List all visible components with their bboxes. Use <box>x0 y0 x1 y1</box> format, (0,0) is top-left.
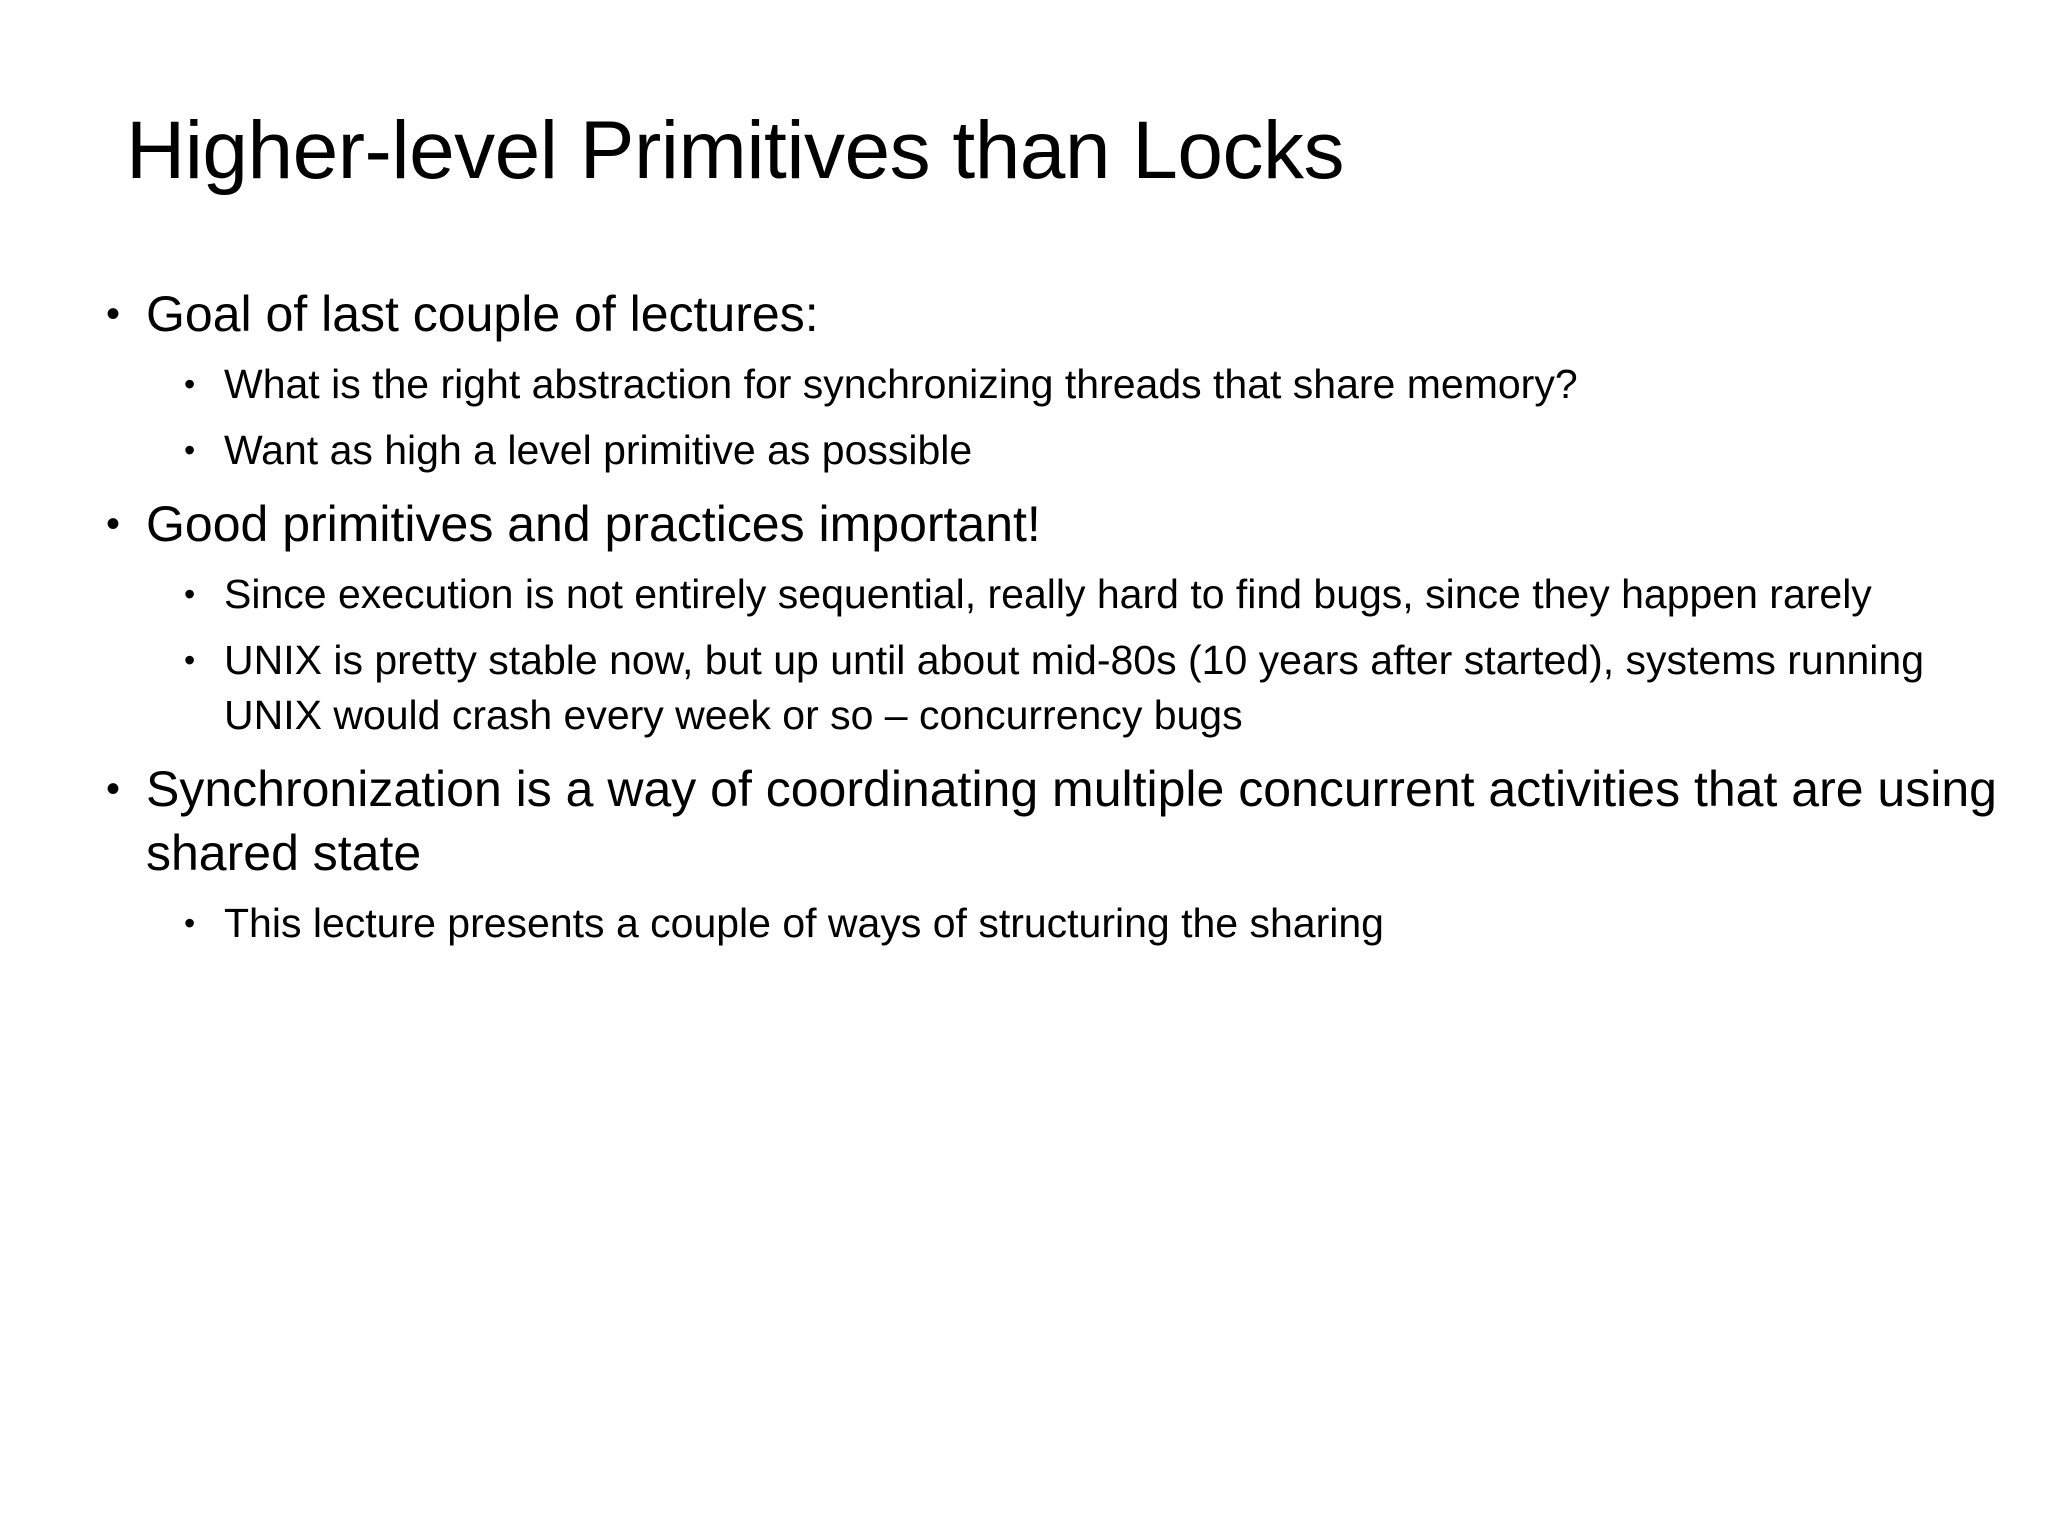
bullet-dot-icon: • <box>106 502 121 546</box>
bullet-text: Good primitives and practices important! <box>146 496 1041 552</box>
sub-bullet-text: Want as high a level primitive as possible <box>224 427 973 473</box>
sub-bullet-point <box>184 896 2026 951</box>
bullet-text: Synchronization is a way of coordinating multiple concurrent activities that are using shared state <box>146 761 1997 881</box>
sub-bullet-point <box>184 633 2026 743</box>
sub-bullet-point <box>184 357 2026 412</box>
bullet-dot-icon: • <box>184 432 196 468</box>
sub-bullet-point <box>184 567 2026 622</box>
slide-body <box>106 282 2026 951</box>
slide-title: Higher-level Primitives than Locks <box>126 105 1345 196</box>
sub-bullet-text: This lecture presents a couple of ways of structuring the sharing <box>224 900 1384 946</box>
bullet-dot-icon: • <box>184 642 196 678</box>
sub-bullet-text: Since execution is not entirely sequential, really hard to find bugs, since they happen rarely <box>224 571 1872 617</box>
bullet-dot-icon: • <box>184 366 196 402</box>
bullet-point <box>106 492 2026 556</box>
bullet-dot-icon: • <box>184 576 196 612</box>
bullet-text: Goal of last couple of lectures: <box>146 286 819 342</box>
bullet-dot-icon: • <box>106 767 121 811</box>
bullet-dot-icon: • <box>106 292 121 336</box>
bullet-point <box>106 282 2026 346</box>
sub-bullet-text: UNIX is pretty stable now, but up until about mid-80s (10 years after started), systems running UNIX would crash every week or so – concurrency bugs <box>224 637 1925 738</box>
sub-bullet-text: What is the right abstraction for synchronizing threads that share memory? <box>224 361 1578 407</box>
sub-bullet-point <box>184 423 2026 478</box>
bullet-point <box>106 757 2026 885</box>
bullet-dot-icon: • <box>184 905 196 941</box>
